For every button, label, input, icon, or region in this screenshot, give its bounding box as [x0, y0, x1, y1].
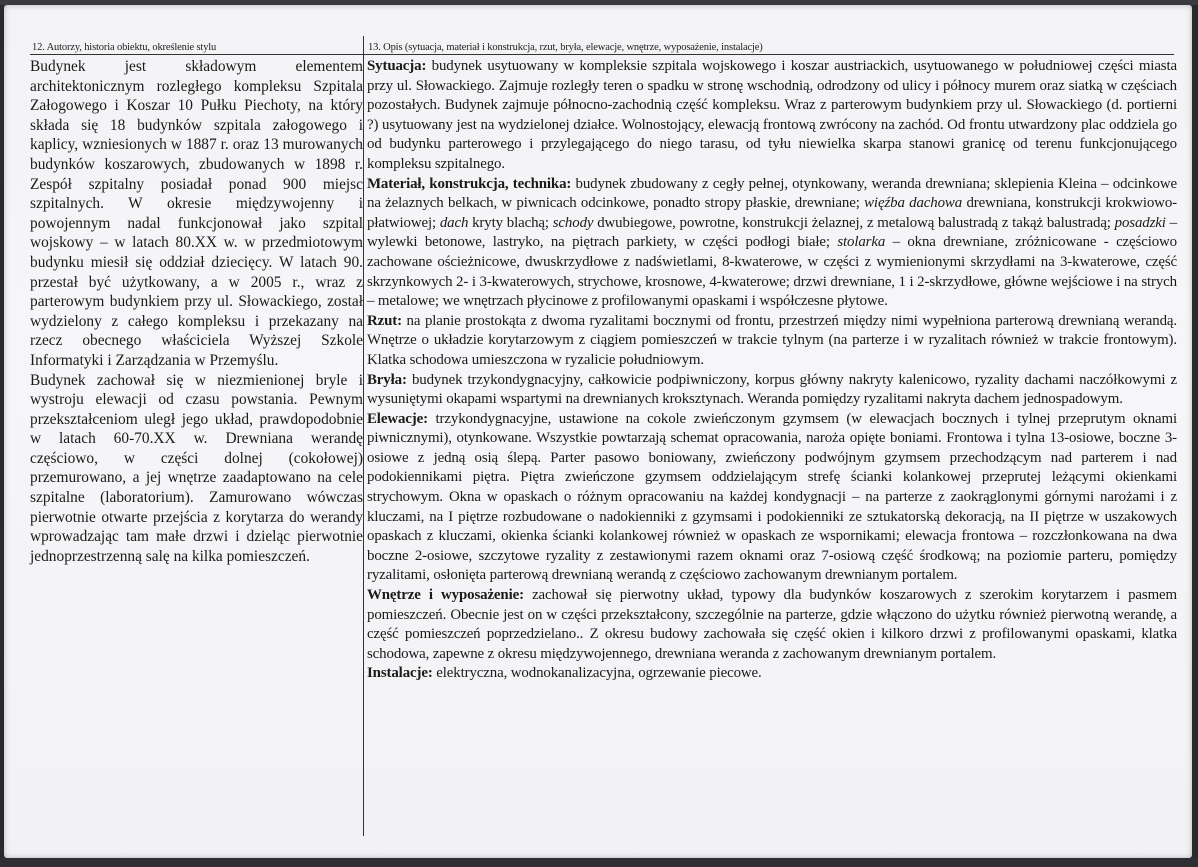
description-text — [359, 57, 1177, 684]
history-column — [30, 41, 363, 566]
history-text — [30, 57, 363, 566]
document-page — [4, 5, 1192, 858]
section-wnetrze — [367, 586, 1177, 664]
term-italic: więźba dachowa — [864, 195, 963, 212]
section-label: Rzut: — [367, 312, 402, 329]
section-label: Instalacje: — [367, 665, 433, 682]
section-text: elektryczna, wodnokanalizacyjna, ogrzewanie piecowe. — [432, 665, 762, 682]
section-text: budynek usytuowany w kompleksie szpitala wojskowego i koszar austriackich, usytuowanego w południowej części miasta przy ul. Słowackiego. Zajmuje rozległy teren o spadku w stronę wschodnią, odrodzony od ulicy i północy murem oraz siatką w częściach pozostałych. Budynek zajmuje północno-zachodnią część kompleksu. Wraz z parterowym budynkiem przy ul. Słowackiego (d. portierni ?) usytuowany jest na wydzielonej działce. Wolnostojący, elewacją frontową zwrócony na zachód. Od frontu utwardzony plac oddziela go od budynku parterowego i przylegającego do niego tarasu, od tyłu niewielka skarpa stanowi granicę od terenu funkcjonującego kompleksu szpitalnego. — [367, 58, 1177, 172]
term-italic: dach — [439, 214, 469, 231]
section-text: – wylewki betonowe, lastryko, na piętrach parkiety, w części podłogi białe; — [367, 214, 1177, 251]
section-text: – okna drewniane, zróżnicowane - częściowo zachowane ościeżnicowe, dwuskrzydłowe z nadświetlami, 8-kwaterowe, w części z wymienionymi skrzydłami na 3-kwaterowe, część skrzynkowych 2- i 3-kwaterowych, strychowe, krosnowe, 4-kwaterowe; drzwi drewniane, 1 i 2-skrzydłowe, główne wejściowe i na strych – metalowe; we wnętrzach płycinowe z profilowanymi opaskami i współczesne płytowe. — [367, 234, 1177, 310]
term-italic: posadzki — [1114, 214, 1166, 231]
section-text: budynek zbudowany z cegły pełnej, otynkowany, weranda drewniana; sklepienia Kleina – odcinkowe na żelaznych belkach, w piwnicach odcinkowe, ponadto stropy płaskie, drewniane; — [367, 175, 1177, 212]
history-paragraph: Budynek zachował się w niezmienionej bryle i wystroju elewacji od czasu powstania. Pewnym przekształceniom uległ jego układ, prawdopodobnie w latach 60-70.XX w. Drewniana werandę częściowo, w części dolnej (cokołowej) przemurowano, a jej wnętrze zaadaptowano na cele szpitalne (laboratorium). Zamurowano wówczas pierwotnie otwarte przejścia z korytarza do werandy wprowadzając tam małe drzwi i dzieląc pierwotnie jednoprzestrzenną salę na kilka pomieszczeń. — [30, 371, 363, 565]
section-bryla — [367, 371, 1177, 410]
section-rzut — [367, 312, 1177, 371]
scan-edge-bottom — [0, 858, 1198, 867]
section-label: Materiał, konstrukcja, technika: — [367, 175, 572, 192]
history-column-header: 12. Autorzy, historia obiektu, określenie stylu — [30, 41, 363, 55]
section-label: Elewacje: — [367, 410, 428, 427]
section-label: Wnętrze i wyposażenie: — [367, 587, 524, 604]
section-material — [367, 175, 1177, 312]
section-text: drewniana, konstrukcji krokwiowo-płatwiowej; — [367, 195, 1177, 231]
history-paragraph: Budynek jest składowym elementem architektonicznym rozległego kompleksu Szpitala Załogowego i Koszar 10 Pułku Piechoty, na który składa się 18 budynków szpitala załogowego i kaplicy, wzniesionych w 1887 r. oraz 13 murowanych budynków koszarowych, zbudowanych w 1898 r. Zespół szpitalny posiadał ponad 900 miejsc szpitalnych. W okresie międzywojenny i powojennym nadal funkcjonował jako szpital wojskowy – w latach 80.XX w. w przedmiotowym budynku miesił się oddział dziecięcy. W latach 90. przestał być użytkowany, a w 2005 r., wraz z parterowym budynkiem przy ul. Słowackiego, został wydzielony z całego kompleksu i przekazany na rzecz obecnego właściciela Wyższej Szkole Informatyki i Zarządzania w Przemyślu. — [30, 58, 363, 369]
section-text: zachował się pierwotny układ, typowy dla budynków koszarowych z szerokim korytarzem i pasmem pomieszczeń. Obecnie jest on w części przekształcony, szczególnie na parterze, gdzie włączono do użytku również pierwotną werandę, a część pomieszczeń poprzedzielano.. Z okresu budowy zachowała się część okien i kilkoro drzwi z profilowanymi opaskami, klatka schodowa, zapewne z okresu międzywojennego, drewniana weranda z zachowanym drewnianym portalem. — [367, 587, 1177, 662]
term-italic: stolarka — [837, 234, 886, 251]
section-text: trzykondygnacyjne, ustawione na cokole zwieńczonym gzymsem (w elewacjach bocznych i tylnej przeprutym oknami piwnicznymi), otynkowane. Wszystkie powtarzają schemat opracowania, naroża opięte boniami. Frontowa i tylna 13-osiowe, boczne 3-osiowe z jedną osią ślepą. Parter pasowo boniowany, zwieńczony podwójnym gzymsem przechodzącym nad parterem i nad podokiennikami piętra. Piętra zwieńczone gzymsem oddzielającym strefę ścianki kolankowej przeprutej leżącymi okienkami strychowym. Okna w opaskach o różnym opracowaniu na każdej kondygnacji – na parterze z zaokrąglonymi górnymi narożami i z kluczami, na I piętrze rozbudowane o nadokienniki z gzymsami i podokienniki ze sztukatorską dekoracją, na II piętrze w uszakowych opaskach z kluczami, okienka ścianki kolankowej również w opaskach ze wspornikami; elewacja frontowa – rozczłonkowana na dwa boczne 2-osiowe, szczytowe ryzality z zestawionymi razem oknami oraz 7-osiową część środkową; na poziomie parteru, pomiędzy ryzalitami, osłonięta parterową drewnianą werandą z częściowo zachowanym drewnianym portalem. — [367, 410, 1177, 584]
description-column-header: 13. Opis (sytuacja, materiał i konstrukcja, rzut, bryła, elewacje, wnętrze, wyposażenie, instalacje) — [359, 41, 1174, 55]
section-text: budynek trzykondygnacyjny, całkowicie podpiwniczony, korpus główny nakryty kalenicowo, ryzality dachami naczółkowymi z wysuniętymi okapami wspartymi na drewnianych kroksztynach. Weranda pomiędzy ryzalitami nakryta dachem jednospadowym. — [367, 371, 1177, 408]
section-sytuacja — [367, 57, 1177, 175]
section-instalacje — [367, 664, 1177, 684]
description-column — [359, 41, 1177, 684]
term-italic: schody — [552, 214, 594, 231]
section-elewacje — [367, 410, 1177, 586]
section-text: kryty blachą; — [468, 214, 553, 231]
section-text: dwubiegowe, powrotne, konstrukcji żelaznej, z metalową balustradą z takąż balustradą; — [593, 214, 1115, 231]
section-label: Sytuacja: — [367, 58, 427, 74]
section-text: na planie prostokąta z dwoma ryzalitami bocznymi od frontu, przestrzeń między nimi wypełniona parterową drewnianą werandą. Wnętrze o układzie korytarzowym z ciągiem pomieszczeń w trakcie tylnym (na parterze i w ryzalitach również w trakcie frontowym). Klatka schodowa umieszczona w ryzalicie południowym. — [367, 312, 1177, 368]
section-label: Bryła: — [367, 371, 407, 388]
